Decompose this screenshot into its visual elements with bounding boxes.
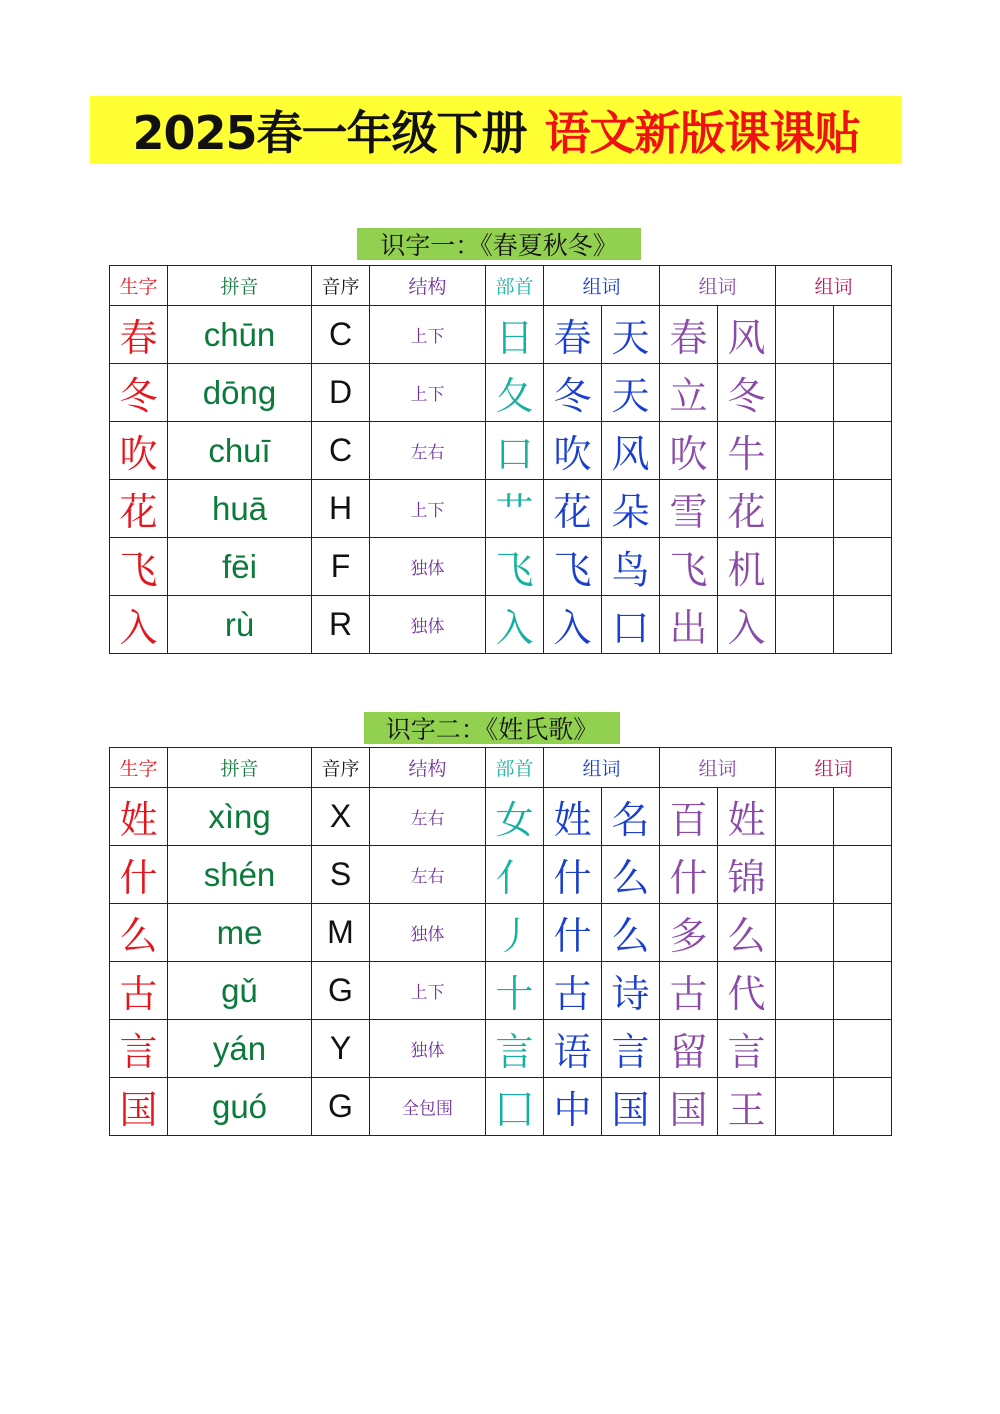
header-words-3: 组词 (776, 266, 892, 306)
table-row (110, 1078, 892, 1136)
word1-char-a: 花 (544, 480, 602, 538)
title-main: 2025春一年级下册 (132, 106, 527, 160)
order-cell: M (312, 904, 370, 962)
word1-char-b: 言 (602, 1020, 660, 1078)
word2-char-a: 古 (660, 962, 718, 1020)
word1-char-b: 朵 (602, 480, 660, 538)
pinyin-cell: chuī (168, 422, 312, 480)
table-row (110, 596, 892, 654)
word2-char-a: 什 (660, 846, 718, 904)
radical-cell: 丿 (486, 904, 544, 962)
character-cell: 吹 (110, 422, 168, 480)
word1-char-a: 什 (544, 904, 602, 962)
character-cell: 国 (110, 1078, 168, 1136)
word3-char-b (834, 364, 892, 422)
word2-char-a: 留 (660, 1020, 718, 1078)
header-words-1: 组词 (544, 266, 660, 306)
word1-char-b: 么 (602, 846, 660, 904)
word3-char-b (834, 596, 892, 654)
pinyin-cell: shén (168, 846, 312, 904)
word1-char-b: 风 (602, 422, 660, 480)
header-order: 音序 (312, 266, 370, 306)
word1-char-a: 姓 (544, 788, 602, 846)
table-row (110, 364, 892, 422)
structure-cell: 独体 (370, 904, 486, 962)
word3-char-b (834, 962, 892, 1020)
word3-char-b (834, 480, 892, 538)
structure-cell: 左右 (370, 422, 486, 480)
radical-cell: 十 (486, 962, 544, 1020)
word2-char-a: 出 (660, 596, 718, 654)
word1-char-b: 天 (602, 306, 660, 364)
radical-cell: 口 (486, 422, 544, 480)
order-cell: D (312, 364, 370, 422)
word2-char-b: 锦 (718, 846, 776, 904)
character-cell: 花 (110, 480, 168, 538)
header-words-1: 组词 (544, 748, 660, 788)
pinyin-cell: rù (168, 596, 312, 654)
section-title-1: 识字一：《春夏秋冬》 (357, 228, 641, 260)
word1-char-a: 语 (544, 1020, 602, 1078)
radical-cell: 日 (486, 306, 544, 364)
table-row (110, 904, 892, 962)
character-cell: 言 (110, 1020, 168, 1078)
word3-char-a (776, 422, 834, 480)
table-row (110, 846, 892, 904)
pinyin-cell: yán (168, 1020, 312, 1078)
word2-char-a: 雪 (660, 480, 718, 538)
structure-cell: 上下 (370, 364, 486, 422)
word1-char-b: 诗 (602, 962, 660, 1020)
word2-char-b: 姓 (718, 788, 776, 846)
order-cell: R (312, 596, 370, 654)
word1-char-a: 冬 (544, 364, 602, 422)
structure-cell: 上下 (370, 962, 486, 1020)
header-order: 音序 (312, 748, 370, 788)
structure-cell: 上下 (370, 306, 486, 364)
word2-char-b: 么 (718, 904, 776, 962)
word1-char-a: 春 (544, 306, 602, 364)
word3-char-b (834, 1078, 892, 1136)
word1-char-b: 天 (602, 364, 660, 422)
table-row (110, 538, 892, 596)
word3-char-a (776, 306, 834, 364)
character-cell: 飞 (110, 538, 168, 596)
pinyin-cell: fēi (168, 538, 312, 596)
character-table-1 (109, 265, 892, 654)
word2-char-a: 百 (660, 788, 718, 846)
word3-char-b (834, 538, 892, 596)
word3-char-a (776, 1020, 834, 1078)
pinyin-cell: dōng (168, 364, 312, 422)
word1-char-b: 国 (602, 1078, 660, 1136)
order-cell: C (312, 422, 370, 480)
title-highlight: 语文新版课课贴 (544, 106, 860, 160)
order-cell: X (312, 788, 370, 846)
section-title-2: 识字二：《姓氏歌》 (364, 712, 620, 744)
header-structure: 结构 (370, 266, 486, 306)
word2-char-a: 立 (660, 364, 718, 422)
header-structure: 结构 (370, 748, 486, 788)
structure-cell: 独体 (370, 538, 486, 596)
order-cell: S (312, 846, 370, 904)
header-row (110, 748, 892, 788)
header-radical: 部首 (486, 266, 544, 306)
word3-char-a (776, 962, 834, 1020)
character-cell: 么 (110, 904, 168, 962)
word1-char-b: 鸟 (602, 538, 660, 596)
table-row (110, 962, 892, 1020)
structure-cell: 左右 (370, 846, 486, 904)
word3-char-a (776, 904, 834, 962)
character-cell: 姓 (110, 788, 168, 846)
header-words-2: 组词 (660, 748, 776, 788)
word1-char-a: 飞 (544, 538, 602, 596)
word2-char-b: 牛 (718, 422, 776, 480)
radical-cell: 囗 (486, 1078, 544, 1136)
word3-char-b (834, 846, 892, 904)
word2-char-b: 王 (718, 1078, 776, 1136)
word2-char-a: 春 (660, 306, 718, 364)
character-cell: 春 (110, 306, 168, 364)
word2-char-a: 飞 (660, 538, 718, 596)
word3-char-a (776, 480, 834, 538)
structure-cell: 全包围 (370, 1078, 486, 1136)
pinyin-cell: chūn (168, 306, 312, 364)
character-cell: 什 (110, 846, 168, 904)
word3-char-a (776, 364, 834, 422)
table-row (110, 480, 892, 538)
header-char: 生字 (110, 748, 168, 788)
word3-char-b (834, 422, 892, 480)
word3-char-a (776, 538, 834, 596)
word2-char-a: 吹 (660, 422, 718, 480)
word3-char-b (834, 904, 892, 962)
order-cell: G (312, 1078, 370, 1136)
word2-char-a: 多 (660, 904, 718, 962)
header-radical: 部首 (486, 748, 544, 788)
word3-char-b (834, 788, 892, 846)
header-pinyin: 拼音 (168, 266, 312, 306)
table-row (110, 422, 892, 480)
word1-char-a: 吹 (544, 422, 602, 480)
word2-char-b: 代 (718, 962, 776, 1020)
radical-cell: 言 (486, 1020, 544, 1078)
word3-char-a (776, 596, 834, 654)
word3-char-b (834, 1020, 892, 1078)
order-cell: Y (312, 1020, 370, 1078)
word1-char-a: 什 (544, 846, 602, 904)
table-row (110, 1020, 892, 1078)
word2-char-b: 冬 (718, 364, 776, 422)
structure-cell: 独体 (370, 1020, 486, 1078)
radical-cell: 入 (486, 596, 544, 654)
word3-char-a (776, 1078, 834, 1136)
order-cell: H (312, 480, 370, 538)
word1-char-b: 么 (602, 904, 660, 962)
header-pinyin: 拼音 (168, 748, 312, 788)
header-row (110, 266, 892, 306)
word1-char-b: 名 (602, 788, 660, 846)
word1-char-a: 中 (544, 1078, 602, 1136)
radical-cell: 亻 (486, 846, 544, 904)
word3-char-a (776, 846, 834, 904)
word3-char-a (776, 788, 834, 846)
word3-char-b (834, 306, 892, 364)
header-words-3: 组词 (776, 748, 892, 788)
order-cell: F (312, 538, 370, 596)
pinyin-cell: gǔ (168, 962, 312, 1020)
pinyin-cell: huā (168, 480, 312, 538)
character-cell: 冬 (110, 364, 168, 422)
order-cell: C (312, 306, 370, 364)
radical-cell: 飞 (486, 538, 544, 596)
word2-char-a: 国 (660, 1078, 718, 1136)
pinyin-cell: me (168, 904, 312, 962)
radical-cell: 夂 (486, 364, 544, 422)
table-row (110, 788, 892, 846)
word1-char-a: 入 (544, 596, 602, 654)
word1-char-a: 古 (544, 962, 602, 1020)
structure-cell: 独体 (370, 596, 486, 654)
header-words-2: 组词 (660, 266, 776, 306)
table-row (110, 306, 892, 364)
radical-cell: 艹 (486, 480, 544, 538)
radical-cell: 女 (486, 788, 544, 846)
structure-cell: 左右 (370, 788, 486, 846)
word2-char-b: 风 (718, 306, 776, 364)
character-cell: 入 (110, 596, 168, 654)
page-title (90, 96, 902, 164)
pinyin-cell: xìng (168, 788, 312, 846)
order-cell: G (312, 962, 370, 1020)
word2-char-b: 入 (718, 596, 776, 654)
word1-char-b: 口 (602, 596, 660, 654)
word2-char-b: 言 (718, 1020, 776, 1078)
header-char: 生字 (110, 266, 168, 306)
word2-char-b: 花 (718, 480, 776, 538)
character-cell: 古 (110, 962, 168, 1020)
structure-cell: 上下 (370, 480, 486, 538)
word2-char-b: 机 (718, 538, 776, 596)
pinyin-cell: guó (168, 1078, 312, 1136)
character-table-2 (109, 747, 892, 1136)
